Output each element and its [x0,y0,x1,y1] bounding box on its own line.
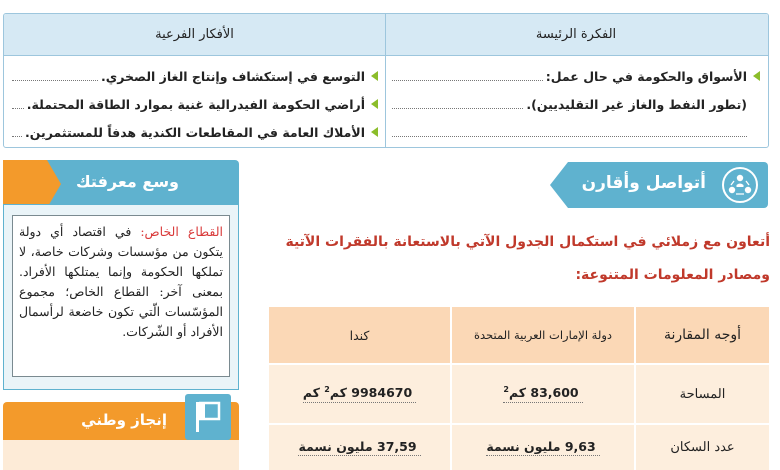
instruction-text: أتعاون مع زملائي في استكمال الجدول الآتي بالاستعانة بالفقرات الآتية ومصادر المعلومات المتنوعة: [285,234,770,283]
main-idea-line: الأسواق والحكومة في حال عمل: [392,62,760,90]
main-idea-line [392,118,760,146]
national-achievement-box [3,402,239,470]
sub-ideas-column [12,62,378,146]
header-main-idea: الفكرة الرئيسة [384,14,768,55]
bullet-triangle-icon [371,71,378,81]
uae-population-value: 9,63 مليون نسمة [486,439,599,456]
sub-idea-line: أراضي الحكومة الفيدرالية غنية بموارد الطاقة المحتملة. [12,90,378,118]
table-divider [385,14,386,147]
main-idea-line: (تطور النفط والغاز غير التقليديين). [392,90,760,118]
know-more-header [3,160,239,208]
table-cell [452,425,634,470]
column-header: أوجه المقارنة [636,307,769,363]
bullet-triangle-icon [371,127,378,137]
ideas-table [3,13,769,148]
row-label: عدد السكان [636,425,769,470]
sub-idea-line: التوسع في إستكشاف وإنتاج الغاز الصخري. [12,62,378,90]
canada-population-value: 37,59 مليون نسمة [298,439,420,456]
canada-area-value: 9984670 كم$^2$ كم [303,385,416,402]
main-idea-column [392,62,760,146]
bullet-triangle-icon [753,71,760,81]
comparison-table [269,307,769,470]
know-more-box [3,160,239,390]
know-more-title: وسع معرفتك [76,172,179,191]
table-cell [269,425,450,470]
section-banner [568,160,768,210]
know-more-text [12,215,230,377]
header-sub-ideas: الأفكار الفرعية [4,14,385,55]
flag-icon [185,394,231,440]
section-title: أتواصل وأقارن [581,173,706,193]
row-label: المساحة [636,365,769,423]
table-divider [4,55,768,56]
definition-text: في اقتصاد أي دولة يتكون من مؤسسات وشركات خاصة، لا تملكها الحكومة وإنما يمتلكها الأفراد. بمعنى آخر: القطاع الخاص؛ مجموع المؤسّسات الّتي تكون خاضعة لرأسمال الأفراد أو الشّركات. [19,224,223,339]
people-network-icon [722,167,758,203]
column-header: كندا [269,307,450,363]
table-cell [452,365,634,423]
orange-tab [3,160,47,208]
sub-idea-line: الأملاك العامة في المقاطعات الكندية هدفاً للمستثمرين. [12,118,378,146]
term-label: القطاع الخاص: [140,224,223,239]
table-cell [269,365,450,423]
column-header: دولة الإمارات العربية المتحدة [452,307,634,363]
uae-area-value: 83,600 كم$^2$ [503,385,582,402]
national-achievement-title: إنجاز وطني [81,411,167,429]
bullet-triangle-icon [371,99,378,109]
